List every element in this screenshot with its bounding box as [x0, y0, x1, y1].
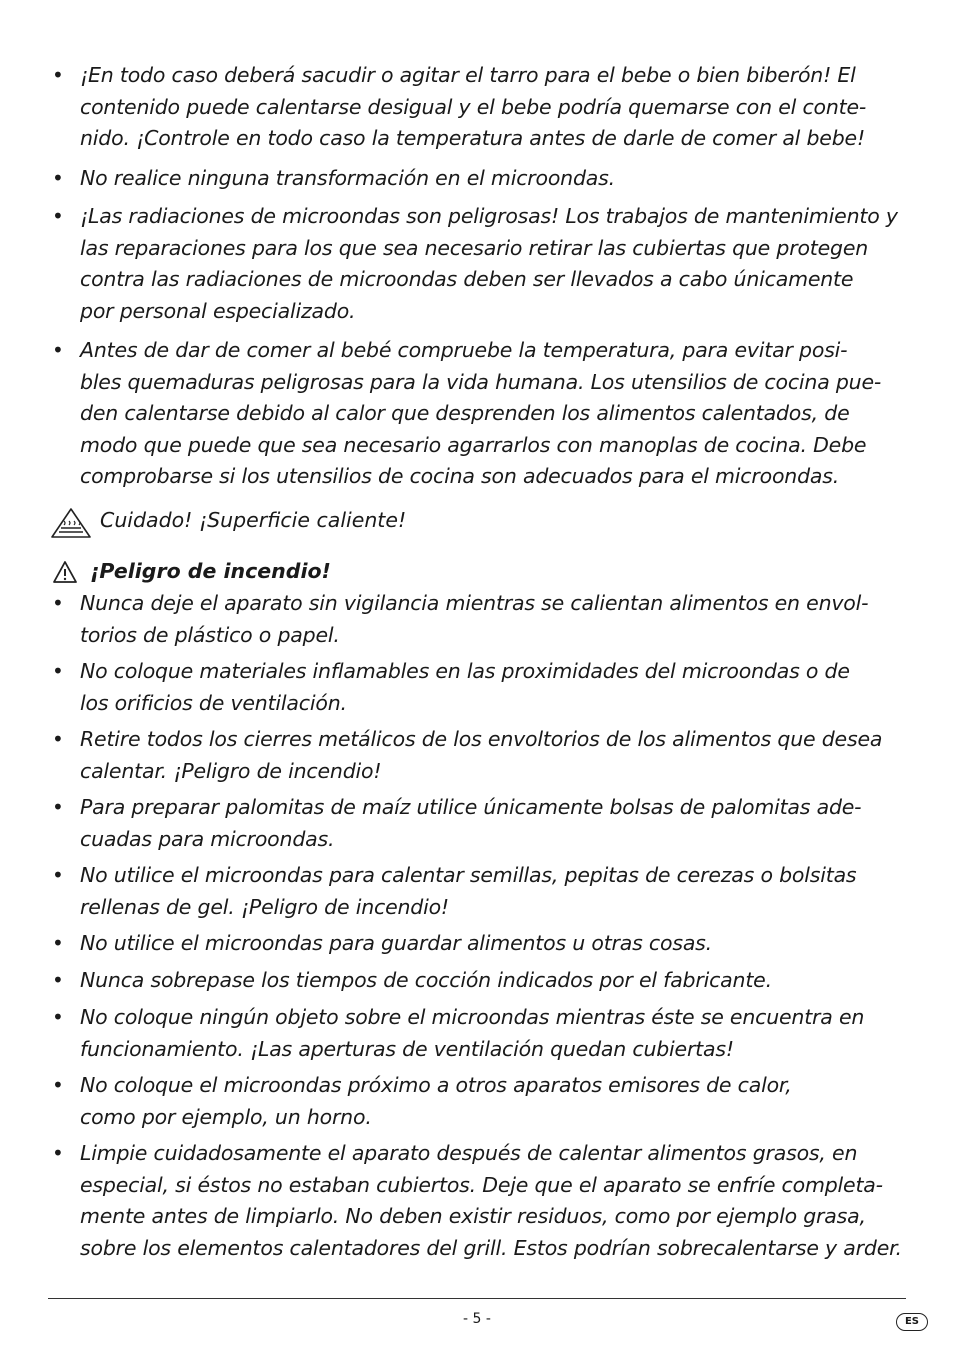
- language-badge: ES: [896, 1313, 928, 1331]
- list-item: Nunca sobrepase los tiempos de cocción indicados por el fabricante.: [80, 968, 772, 992]
- hot-surface-warning-text: Cuidado! ¡Superficie caliente!: [100, 508, 407, 532]
- bullet: •: [52, 931, 64, 955]
- bullet: •: [52, 1073, 64, 1097]
- list-item: No utilice el microondas para calentar semillas, pepitas de cerezas o bolsitas rellenas de gel. ¡Peligro de incendio!: [80, 863, 857, 919]
- bullet: •: [52, 591, 64, 615]
- list-item: Retire todos los cierres metálicos de los envoltorios de los alimentos que desea calentar. ¡Peligro de incendio!: [80, 727, 883, 783]
- hot-surface-warning-icon: [50, 507, 92, 539]
- bullet: •: [52, 166, 64, 190]
- list-item: Para preparar palomitas de maíz utilice únicamente bolsas de palomitas ade- cuadas para microondas.: [80, 795, 862, 851]
- list-item: Limpie cuidadosamente el aparato después de calentar alimentos grasos, en especial, si éstos no estaban cubiertos. Deje que el aparato se enfríe completa- mente antes de limpiarlo. No deben existir residuos, como por ejemplo grasa, sobre los elementos calentadores del grill. Estos podrían sobrecalentarse y arder.: [80, 1141, 902, 1260]
- list-item: ¡En todo caso deberá sacudir o agitar el tarro para el bebe o bien biberón! El contenido puede calentarse desigual y el bebe podría quemarse con el conte- nido. ¡Controle en todo caso la temperatura antes de darle de comer al bebe!: [80, 63, 867, 150]
- warning-triangle-icon: [52, 560, 78, 584]
- list-item: No coloque ningún objeto sobre el microondas mientras éste se encuentra en funcionamiento. ¡Las aperturas de ventilación quedan cubiertas!: [80, 1005, 865, 1061]
- bullet: •: [52, 795, 64, 819]
- bullet: •: [52, 727, 64, 751]
- list-item: No realice ninguna transformación en el microondas.: [80, 166, 615, 190]
- list-item: No coloque el microondas próximo a otros aparatos emisores de calor, como por ejemplo, un horno.: [80, 1073, 792, 1129]
- list-item: No utilice el microondas para guardar alimentos u otras cosas.: [80, 931, 712, 955]
- bullet: •: [52, 968, 64, 992]
- bullet: •: [52, 338, 64, 362]
- list-item: No coloque materiales inflamables en las proximidades del microondas o de los orificios de ventilación.: [80, 659, 850, 715]
- bullet: •: [52, 659, 64, 683]
- list-item: ¡Las radiaciones de microondas son peligrosas! Los trabajos de mantenimiento y las reparaciones para los que sea necesario retirar las cubiertas que protegen contra las radiaciones de microondas deben ser llevados a cabo únicamente por personal especializado.: [80, 204, 898, 323]
- page-number: - 5 -: [463, 1311, 491, 1327]
- footer-divider: [48, 1298, 906, 1299]
- bullet: •: [52, 1005, 64, 1029]
- list-item: Antes de dar de comer al bebé compruebe la temperatura, para evitar posi- bles quemaduras peligrosas para la vida humana. Los utensilios de cocina pue- den calentarse debido al calor que desprenden los alimentos calentados, de modo que puede que sea necesario agarrarlos con manoplas de cocina. Debe comprobarse si los utensilios de cocina son adecuados para el microondas.: [80, 338, 882, 488]
- list-item: Nunca deje el aparato sin vigilancia mientras se calientan alimentos en envol- torios de plástico o papel.: [80, 591, 869, 647]
- fire-heading: ¡Peligro de incendio!: [90, 559, 331, 583]
- bullet: •: [52, 204, 64, 228]
- bullet: •: [52, 63, 64, 87]
- bullet: •: [52, 863, 64, 887]
- bullet: •: [52, 1141, 64, 1165]
